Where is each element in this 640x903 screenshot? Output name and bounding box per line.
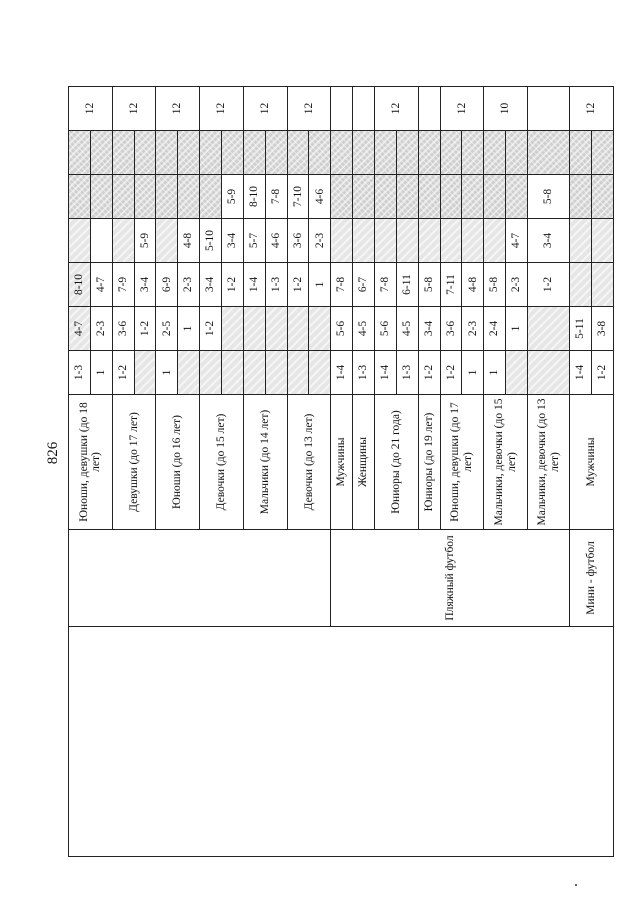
value-cell [90,219,112,263]
value-cell: 1-3 [353,351,375,395]
blank-column-cell [69,627,614,857]
value-cell: 7-10 [287,175,309,219]
value-cell: 1-2 [287,263,309,307]
category-cell: Мальчики, девочки (до 13 лет) [528,395,570,530]
value-cell [112,219,134,263]
value-cell [90,131,112,175]
value-cell [592,219,614,263]
value-cell [506,351,528,395]
page-number: 826 [45,441,61,465]
points-cell: 12 [243,87,287,131]
value-cell: 5-8 [418,263,440,307]
value-cell [200,351,222,395]
value-cell: 8-10 [69,263,91,307]
value-cell: 3-4 [222,219,244,263]
category-cell: Юниоры (до 21 года) [375,395,419,530]
value-cell [112,131,134,175]
value-cell [528,351,570,395]
value-cell [418,219,440,263]
value-cell: 1-2 [418,351,440,395]
value-cell: 1-4 [331,351,353,395]
value-cell [375,175,397,219]
points-cell [331,87,353,131]
points-cell [353,87,375,131]
category-cell: Женщины [353,395,375,530]
value-cell: 1 [309,263,331,307]
points-cell: 10 [484,87,528,131]
value-cell: 4-6 [265,219,287,263]
category-cell: Юноши (до 16 лет) [156,395,200,530]
value-cell [375,131,397,175]
value-cell: 7-8 [331,263,353,307]
value-cell: 1-3 [396,351,418,395]
value-cell [375,219,397,263]
value-cell [396,175,418,219]
value-cell: 1-3 [69,351,91,395]
value-cell: 4-7 [69,307,91,351]
value-cell [90,175,112,219]
points-cell: 12 [69,87,113,131]
sports-ranking-table [68,36,614,857]
value-cell [528,307,570,351]
value-cell [134,175,156,219]
value-cell [309,131,331,175]
table-body [69,37,614,857]
category-cell: Юноши, девушки (до 17 лет) [440,395,484,530]
value-cell [243,131,265,175]
value-cell [462,175,484,219]
value-cell: 1 [156,351,178,395]
value-cell [331,219,353,263]
category-cell: Мужчины [331,395,353,530]
value-cell: 4-7 [506,219,528,263]
value-cell [309,351,331,395]
value-cell: 2-3 [309,219,331,263]
value-cell: 1-2 [592,351,614,395]
value-cell [265,307,287,351]
value-cell [222,307,244,351]
value-cell [287,351,309,395]
value-cell: 2-3 [506,263,528,307]
value-cell: 1-2 [134,307,156,351]
points-cell: 12 [200,87,244,131]
value-cell [440,131,462,175]
category-cell: Девочки (до 15 лет) [200,395,244,530]
value-cell: 1 [484,351,506,395]
points-cell: 12 [287,87,331,131]
value-cell: 5-8 [484,263,506,307]
category-cell: Мальчики, девочки (до 15 лет) [484,395,528,530]
points-cell: 12 [112,87,156,131]
value-cell [243,351,265,395]
value-cell [418,175,440,219]
value-cell [178,175,200,219]
value-cell [69,175,91,219]
value-cell: 5-6 [375,307,397,351]
value-cell [570,219,592,263]
value-cell: 1-4 [375,351,397,395]
sport-cell-mini-football: Мини - футбол [570,530,614,627]
category-cell: Девочки (до 13 лет) [287,395,331,530]
value-cell: 2-3 [462,307,484,351]
value-cell [484,175,506,219]
value-cell [528,131,570,175]
value-cell: 3-6 [112,307,134,351]
value-cell [592,175,614,219]
value-cell: 5-9 [134,219,156,263]
value-cell [200,175,222,219]
table-row [69,37,91,857]
value-cell: 7-9 [112,263,134,307]
value-cell: 1-2 [222,263,244,307]
value-cell: 1-3 [265,263,287,307]
value-cell [484,131,506,175]
value-cell: 4-8 [462,263,484,307]
value-cell [178,351,200,395]
value-cell [570,263,592,307]
value-cell: 1 [462,351,484,395]
value-cell: 5-7 [243,219,265,263]
value-cell [331,175,353,219]
value-cell [396,219,418,263]
value-cell: 7-8 [265,175,287,219]
value-cell: 1-2 [112,351,134,395]
value-cell: 5-6 [331,307,353,351]
value-cell: 3-6 [287,219,309,263]
value-cell [69,131,91,175]
points-cell: 12 [440,87,484,131]
value-cell: 5-8 [528,175,570,219]
points-cell: 12 [375,87,419,131]
value-cell: 3-8 [592,307,614,351]
sport-cell-beach-football: Пляжный футбол [331,530,570,627]
value-cell: 1 [178,307,200,351]
value-cell [200,131,222,175]
value-cell [243,307,265,351]
value-cell [156,131,178,175]
value-cell [178,131,200,175]
value-cell [353,175,375,219]
value-cell [156,219,178,263]
value-cell: 4-5 [396,307,418,351]
value-cell: 3-4 [134,263,156,307]
points-cell: 12 [570,87,614,131]
value-cell: 5-11 [570,307,592,351]
category-cell: Мужчины [570,395,614,530]
value-cell [506,175,528,219]
value-cell: 4-6 [309,175,331,219]
value-cell [265,351,287,395]
category-cell: Мальчики (до 14 лет) [243,395,287,530]
value-cell [112,175,134,219]
value-cell [440,219,462,263]
value-cell: 3-4 [200,263,222,307]
rotated-table-container [68,37,614,857]
value-cell [309,307,331,351]
value-cell [265,131,287,175]
value-cell [134,351,156,395]
value-cell: 6-9 [156,263,178,307]
value-cell [462,219,484,263]
value-cell: 3-4 [418,307,440,351]
value-cell: 2-3 [90,307,112,351]
value-cell [287,131,309,175]
value-cell [222,131,244,175]
points-cell [418,87,440,131]
value-cell [592,263,614,307]
value-cell: 1-4 [570,351,592,395]
value-cell: 5-10 [200,219,222,263]
value-cell: 4-8 [178,219,200,263]
value-cell [396,131,418,175]
value-cell: 3-6 [440,307,462,351]
value-cell: 4-5 [353,307,375,351]
value-cell [287,307,309,351]
scan-speck [575,884,577,886]
value-cell [156,175,178,219]
value-cell: 5-9 [222,175,244,219]
value-cell: 8-10 [243,175,265,219]
value-cell: 1-2 [528,263,570,307]
value-cell [440,175,462,219]
category-cell: Девушки (до 17 лет) [112,395,156,530]
value-cell: 1 [90,351,112,395]
value-cell: 4-7 [90,263,112,307]
sport-cell-empty [69,530,331,627]
value-cell [222,351,244,395]
value-cell: 1 [506,307,528,351]
value-cell: 6-7 [353,263,375,307]
value-cell [331,131,353,175]
value-cell: 2-4 [484,307,506,351]
value-cell [592,131,614,175]
value-cell [69,219,91,263]
category-cell: Юноши, девушки (до 18 лет) [69,395,113,530]
value-cell [484,219,506,263]
value-cell: 1-2 [440,351,462,395]
value-cell: 2-5 [156,307,178,351]
points-cell [528,87,570,131]
value-cell [418,131,440,175]
value-cell: 1-2 [200,307,222,351]
value-cell: 7-8 [375,263,397,307]
value-cell [353,131,375,175]
value-cell [353,219,375,263]
value-cell [570,131,592,175]
points-cell: 12 [156,87,200,131]
value-cell: 3-4 [528,219,570,263]
value-cell [134,131,156,175]
value-cell [506,131,528,175]
category-cell: Юниоры (до 19 лет) [418,395,440,530]
value-cell [462,131,484,175]
value-cell: 2-3 [178,263,200,307]
value-cell: 6-11 [396,263,418,307]
value-cell: 1-4 [243,263,265,307]
value-cell: 7-11 [440,263,462,307]
value-cell [570,175,592,219]
